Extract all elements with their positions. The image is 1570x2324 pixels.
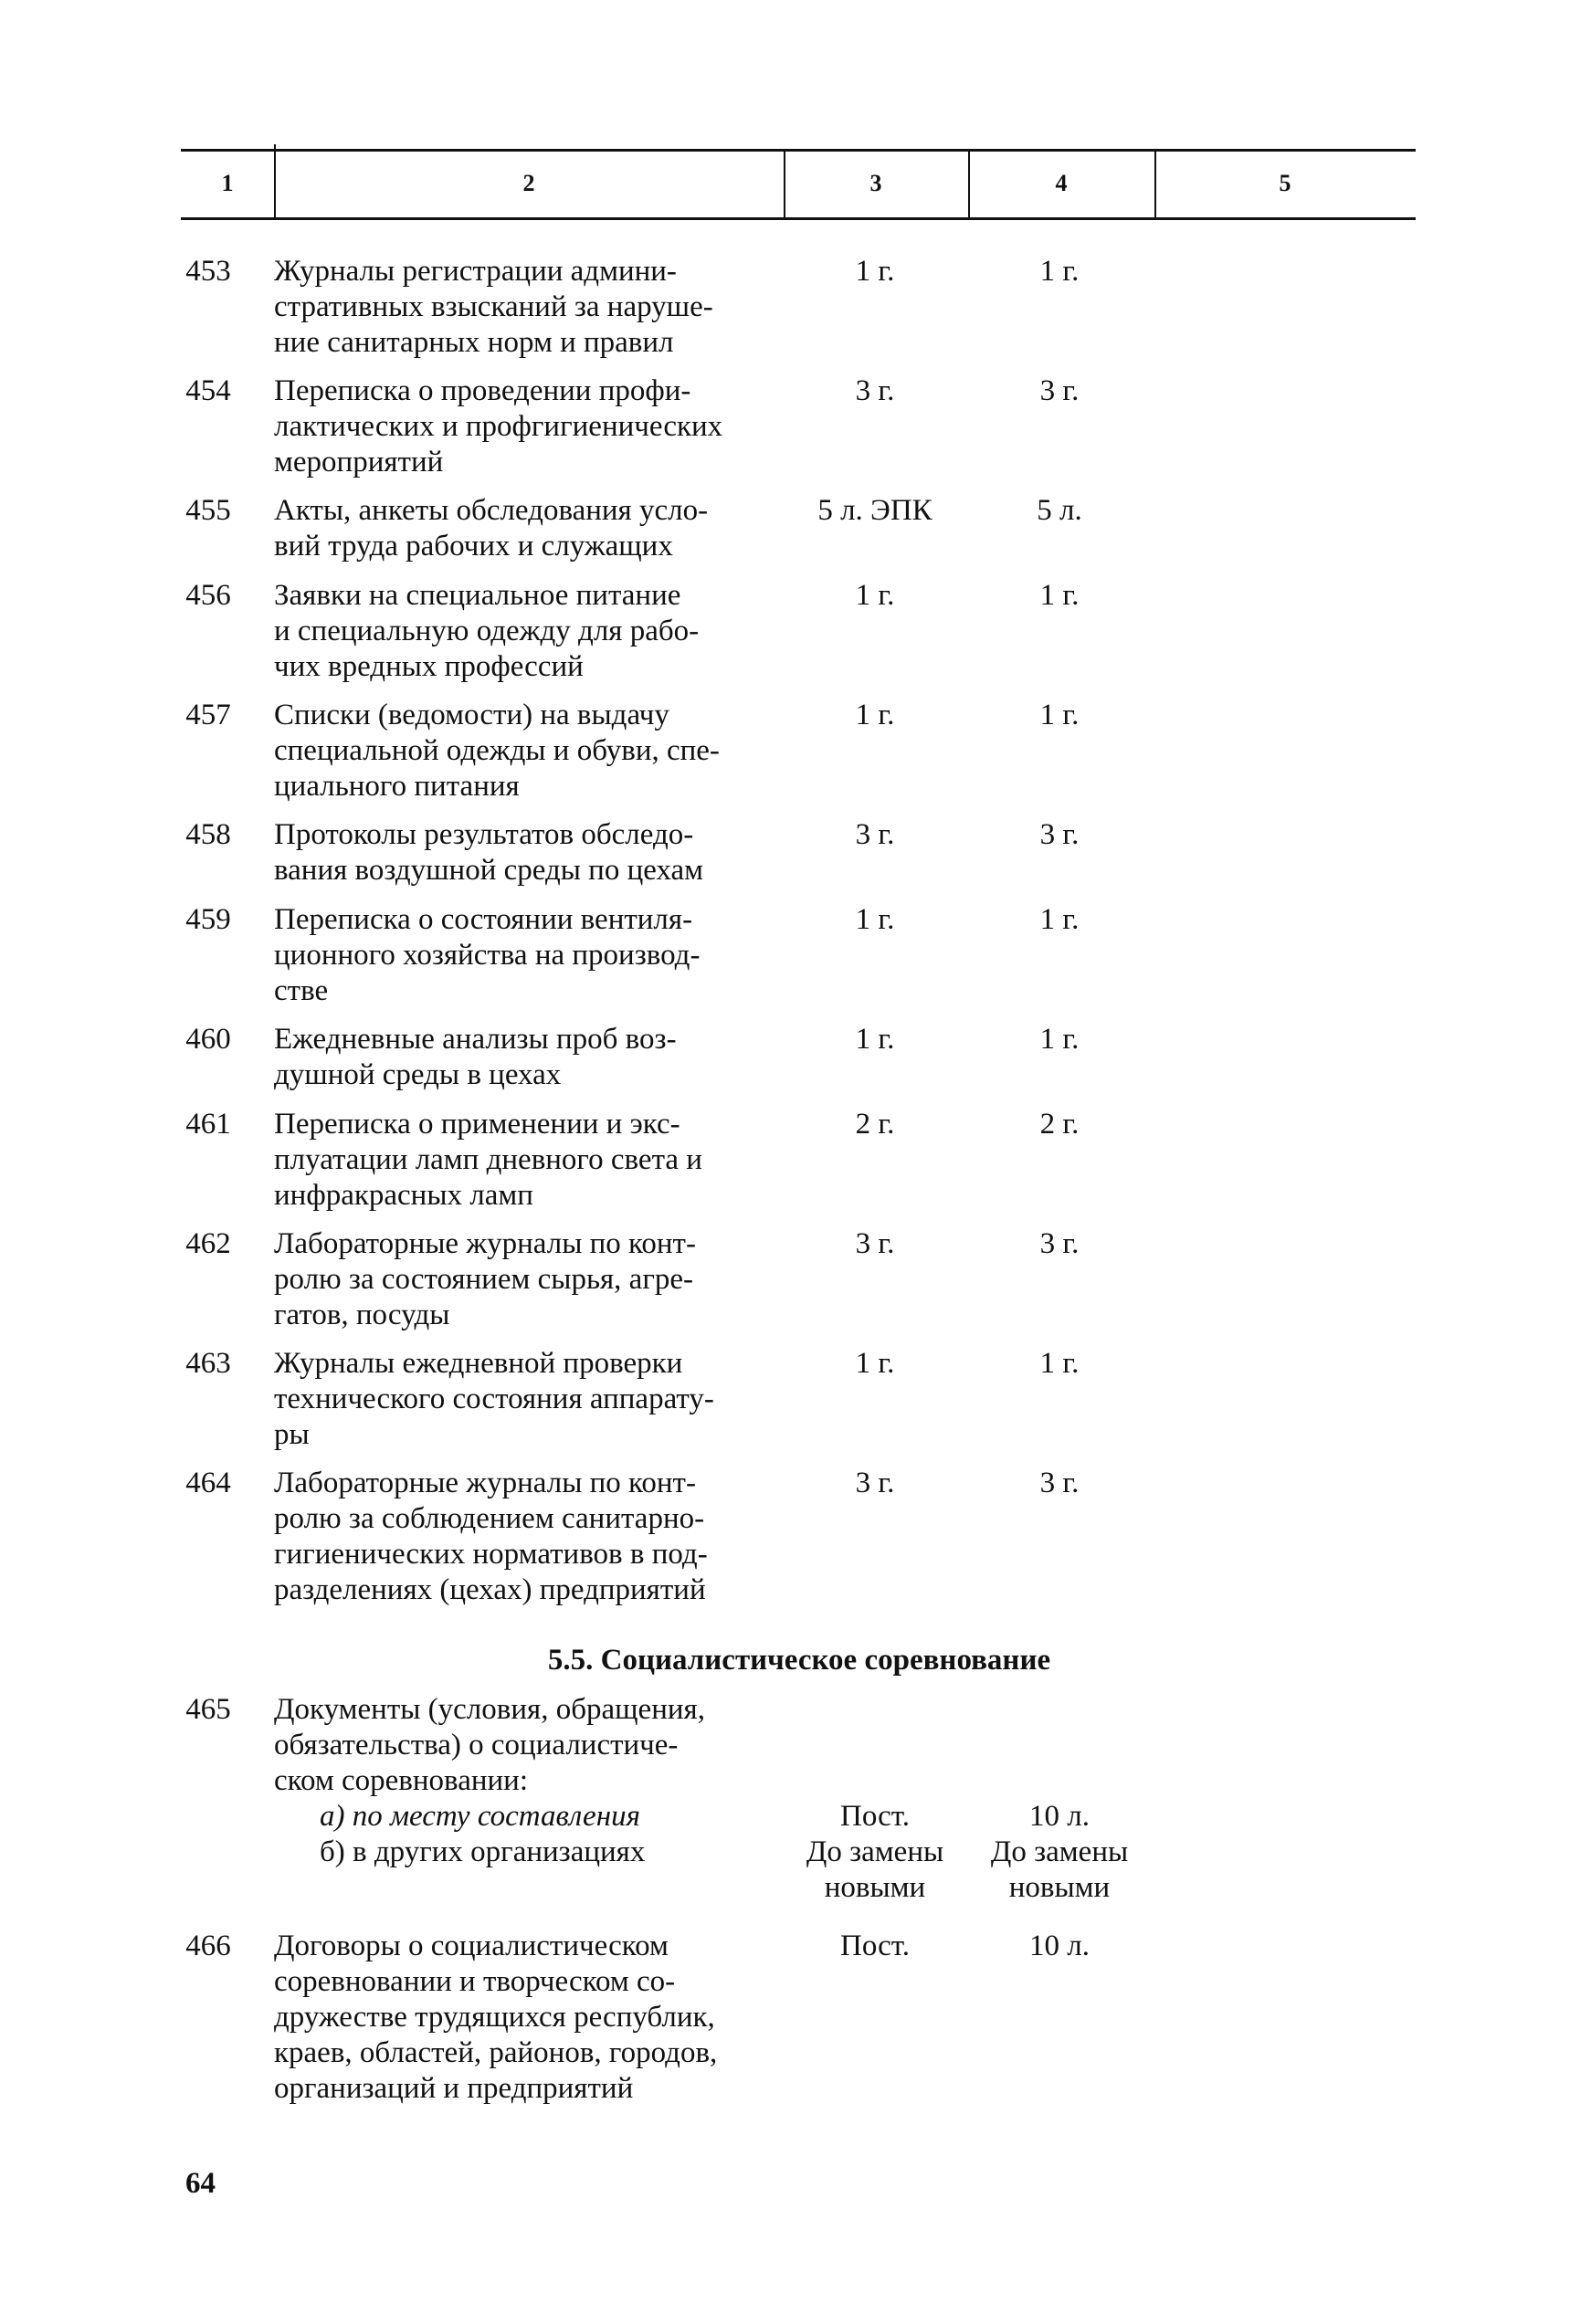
row-subitem-a-col4: 10 л. <box>1029 1800 1090 1833</box>
row-text: Лабораторные журналы по конт- ролю за состоянием сырья, агре- гатов, посуды <box>274 1227 696 1331</box>
row-col3: 3 г. <box>855 1467 895 1499</box>
row-number: 460 <box>185 1023 231 1056</box>
row-text: Журналы регистрации админи- стративных взысканий за наруше- ние санитарных норм и правил <box>274 255 713 359</box>
row-text: Списки (ведомости) на выдачу специальной одежды и обуви, спе- циального питания <box>274 699 720 803</box>
row-number: 457 <box>185 699 231 731</box>
row-subitem-a-col3: Пост. <box>840 1800 910 1833</box>
row-text: Лабораторные журналы по конт- ролю за соблюдением санитарно- гигиенических нормативов в под- разделениях (цехах) предприятий <box>274 1467 708 1606</box>
row-col3: 1 г. <box>855 1347 895 1380</box>
row-col3: 2 г. <box>855 1108 895 1141</box>
header-bottom-rule <box>181 217 1416 220</box>
row-text: Переписка о применении и экс- плуатации ламп дневного света и инфракрасных ламп <box>274 1108 702 1212</box>
row-number: 454 <box>185 374 231 407</box>
row-col4: 2 г. <box>1039 1108 1080 1141</box>
row-col4: 10 л. <box>1029 1930 1090 1962</box>
row-text: Заявки на специальное питание и специальную одежду для рабо- чих вредных профессий <box>274 579 700 683</box>
row-col3: 1 г. <box>855 903 895 936</box>
row-number: 462 <box>185 1227 231 1260</box>
row-text: Акты, анкеты обследования усло- вий труда рабочих и служащих <box>274 494 709 563</box>
header-col-5: 5 <box>1279 170 1291 196</box>
row-text: Переписка о проведении профи- лактических и профгигиенических мероприятий <box>274 374 723 478</box>
header-col-3: 3 <box>869 170 882 196</box>
row-col3: Пост. <box>840 1930 910 1962</box>
row-col4: 5 л. <box>1037 494 1082 527</box>
row-col4: 1 г. <box>1039 903 1080 936</box>
header-col-1: 1 <box>221 170 234 196</box>
row-subitem-a: а) по месту составления <box>320 1800 640 1833</box>
row-number: 465 <box>185 1693 231 1726</box>
row-col4: 1 г. <box>1039 1023 1080 1056</box>
row-col3: 1 г. <box>855 699 895 731</box>
row-col4: 3 г. <box>1039 1467 1080 1499</box>
row-col3: 3 г. <box>855 374 895 407</box>
row-number: 458 <box>185 818 231 851</box>
header-col-2: 2 <box>522 170 535 196</box>
row-subitem-b-col3: До замены новыми <box>806 1835 944 1904</box>
row-number: 463 <box>185 1347 231 1380</box>
row-text: Переписка о состоянии вентиля- ционного хозяйства на производ- стве <box>274 903 701 1007</box>
row-text: Протоколы результатов обследо- вания воздушной среды по цехам <box>274 818 704 887</box>
row-number: 466 <box>185 1930 231 1962</box>
row-number: 456 <box>185 579 231 612</box>
row-col4: 1 г. <box>1039 1347 1080 1380</box>
row-col3: 1 г. <box>855 579 895 612</box>
row-col4: 3 г. <box>1039 1227 1080 1260</box>
row-text: Журналы ежедневной проверки технического состояния аппарату- ры <box>274 1347 714 1451</box>
row-col4: 3 г. <box>1039 818 1080 851</box>
page-number: 64 <box>185 2167 216 2200</box>
row-col3: 3 г. <box>855 818 895 851</box>
row-col4: 3 г. <box>1039 374 1080 407</box>
row-text: Договоры о социалистическом соревновании и творческом со- дружестве трудящихся республик, краев, областей, районов, городов, организаций и предприятий <box>274 1930 718 2105</box>
row-col4: 1 г. <box>1039 699 1080 731</box>
header-col-4: 4 <box>1055 170 1068 196</box>
row-number: 464 <box>185 1467 231 1499</box>
row-col3: 5 л. ЭПК <box>817 494 933 527</box>
row-number: 461 <box>185 1108 231 1141</box>
row-number: 459 <box>185 903 231 936</box>
row-col3: 1 г. <box>855 1023 895 1056</box>
row-number: 453 <box>185 255 231 288</box>
row-subitem-b: б) в других организациях <box>320 1835 646 1868</box>
row-text: Документы (условия, обращения, обязательства) о социалистиче- ском соревновании: <box>274 1693 705 1797</box>
row-col4: 1 г. <box>1039 579 1080 612</box>
row-number: 455 <box>185 494 231 527</box>
row-text: Ежедневные анализы проб воз- душной среды в цехах <box>274 1023 677 1091</box>
row-col3: 3 г. <box>855 1227 895 1260</box>
row-subitem-b-col4: До замены новыми <box>990 1835 1129 1904</box>
header-top-rule <box>181 149 1416 152</box>
row-col3: 1 г. <box>855 255 895 288</box>
row-col4: 1 г. <box>1039 255 1080 288</box>
section-title: 5.5. Социалистическое соревнование <box>547 1644 1051 1677</box>
